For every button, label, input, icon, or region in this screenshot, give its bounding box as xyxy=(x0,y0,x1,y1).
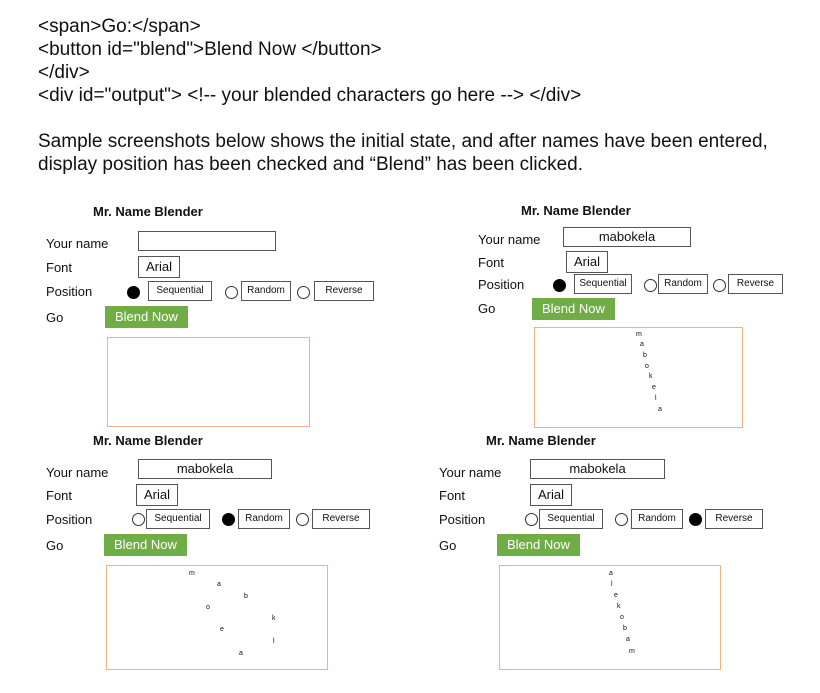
panel-title: Mr. Name Blender xyxy=(93,433,203,448)
output-char: o xyxy=(620,614,624,621)
option-random[interactable]: Random xyxy=(631,509,683,529)
output-char: m xyxy=(189,570,195,577)
output-char: l xyxy=(611,581,613,588)
output-area xyxy=(534,327,743,428)
position-label: Position xyxy=(46,512,93,527)
output-char: a xyxy=(640,341,644,348)
radio-reverse[interactable] xyxy=(297,286,310,299)
font-label: Font xyxy=(439,488,466,503)
option-reverse[interactable]: Reverse xyxy=(314,281,374,301)
radio-sequential[interactable] xyxy=(553,279,566,292)
radio-reverse[interactable] xyxy=(296,513,309,526)
option-random[interactable]: Random xyxy=(238,509,290,529)
blend-now-button[interactable]: Blend Now xyxy=(497,534,580,556)
code-line-3: </div> xyxy=(38,62,90,83)
blend-now-button[interactable]: Blend Now xyxy=(532,298,615,320)
output-char: l xyxy=(273,638,275,645)
position-label: Position xyxy=(46,284,93,299)
go-label: Go xyxy=(46,538,64,553)
output-area xyxy=(107,337,310,427)
option-sequential[interactable]: Sequential xyxy=(146,509,210,529)
name-input[interactable]: mabokela xyxy=(563,227,691,247)
output-char: k xyxy=(272,615,276,622)
font-label: Font xyxy=(46,488,73,503)
output-char: a xyxy=(239,650,243,657)
output-char: b xyxy=(244,593,248,600)
output-char: k xyxy=(649,373,653,380)
font-input[interactable]: Arial xyxy=(566,251,608,273)
radio-sequential[interactable] xyxy=(525,513,538,526)
output-char: b xyxy=(623,625,627,632)
your-name-label: Your name xyxy=(439,465,502,480)
your-name-label: Your name xyxy=(46,236,109,251)
output-char: o xyxy=(645,363,649,370)
option-sequential[interactable]: Sequential xyxy=(574,274,632,294)
position-label: Position xyxy=(478,277,525,292)
font-input[interactable]: Arial xyxy=(530,484,572,506)
output-char: a xyxy=(217,581,221,588)
output-char: l xyxy=(655,395,657,402)
option-random[interactable]: Random xyxy=(658,274,708,294)
output-char: e xyxy=(220,626,224,633)
go-label: Go xyxy=(439,538,457,553)
your-name-label: Your name xyxy=(478,232,541,247)
radio-reverse[interactable] xyxy=(713,279,726,292)
go-label: Go xyxy=(478,301,496,316)
output-area xyxy=(106,565,328,670)
your-name-label: Your name xyxy=(46,465,109,480)
output-char: m xyxy=(629,648,635,655)
position-label: Position xyxy=(439,512,486,527)
font-label: Font xyxy=(478,255,505,270)
panel-title: Mr. Name Blender xyxy=(486,433,596,448)
radio-random[interactable] xyxy=(615,513,628,526)
code-line-4: <div id="output"> <!-- your blended characters go here --> </div> xyxy=(38,85,582,106)
blend-now-button[interactable]: Blend Now xyxy=(104,534,187,556)
radio-random[interactable] xyxy=(644,279,657,292)
output-char: a xyxy=(609,570,613,577)
name-input[interactable]: mabokela xyxy=(138,459,272,479)
radio-reverse[interactable] xyxy=(689,513,702,526)
option-reverse[interactable]: Reverse xyxy=(728,274,783,294)
output-area xyxy=(499,565,721,670)
option-sequential[interactable]: Sequential xyxy=(148,281,212,301)
output-char: b xyxy=(643,352,647,359)
font-label: Font xyxy=(46,260,73,275)
panel-title: Mr. Name Blender xyxy=(521,203,631,218)
option-reverse[interactable]: Reverse xyxy=(312,509,370,529)
radio-sequential[interactable] xyxy=(132,513,145,526)
description-paragraph: Sample screenshots below shows the initial state, and after names have been entered, display position has been checked and “Blend” has been clicked. xyxy=(38,131,768,175)
radio-sequential[interactable] xyxy=(127,286,140,299)
option-sequential[interactable]: Sequential xyxy=(539,509,603,529)
output-char: m xyxy=(636,331,642,338)
blend-now-button[interactable]: Blend Now xyxy=(105,306,188,328)
option-reverse[interactable]: Reverse xyxy=(705,509,763,529)
font-input[interactable]: Arial xyxy=(136,484,178,506)
output-char: o xyxy=(206,604,210,611)
name-input[interactable]: mabokela xyxy=(530,459,665,479)
output-char: a xyxy=(658,406,662,413)
panel-title: Mr. Name Blender xyxy=(93,204,203,219)
output-char: a xyxy=(626,636,630,643)
code-line-2: <button id="blend">Blend Now </button> xyxy=(38,39,382,60)
output-char: k xyxy=(617,603,621,610)
font-input[interactable]: Arial xyxy=(138,256,180,278)
output-char: e xyxy=(614,592,618,599)
output-char: e xyxy=(652,384,656,391)
radio-random[interactable] xyxy=(225,286,238,299)
radio-random[interactable] xyxy=(222,513,235,526)
code-line-1: <span>Go:</span> xyxy=(38,16,201,37)
option-random[interactable]: Random xyxy=(241,281,291,301)
name-input[interactable] xyxy=(138,231,276,251)
go-label: Go xyxy=(46,310,64,325)
